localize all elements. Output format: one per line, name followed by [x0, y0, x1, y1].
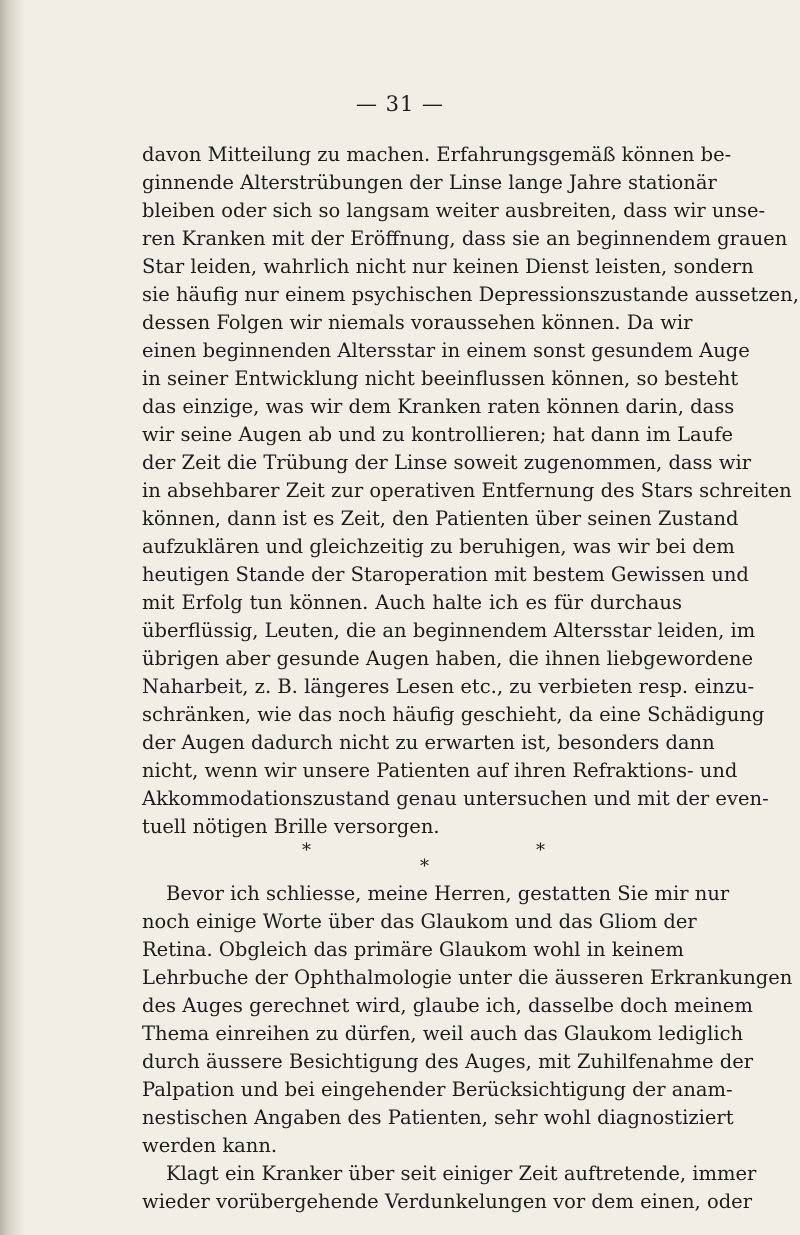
text-line: mit Erfolg tun können. Auch halte ich es für durchaus — [142, 591, 682, 614]
text-line: der Augen dadurch nicht zu erwarten ist, besonders dann — [142, 731, 715, 754]
text-line: bleiben oder sich so langsam weiter ausbreiten, dass wir unse- — [142, 199, 766, 222]
page-binding-shadow — [0, 0, 24, 1235]
text-line: Thema einreihen zu dürfen, weil auch das Glaukom lediglich — [142, 1022, 744, 1045]
text-line: einen beginnenden Altersstar in einem sonst gesundem Auge — [142, 339, 750, 362]
text-line: heutigen Stande der Staroperation mit bestem Gewissen und — [142, 563, 749, 586]
separator-star: * — [420, 856, 429, 877]
text-line: dessen Folgen wir niemals voraussehen können. Da wir — [142, 311, 693, 334]
text-line: das einzige, was wir dem Kranken raten können darin, dass — [142, 395, 735, 418]
text-line: aufzuklären und gleichzeitig zu beruhigen, was wir bei dem — [142, 535, 735, 558]
text-line: werden kann. — [142, 1134, 278, 1157]
text-line: tuell nötigen Brille versorgen. — [142, 815, 440, 838]
text-line: Naharbeit, z. B. längeres Lesen etc., zu verbieten resp. einzu- — [142, 675, 755, 698]
text-line: übrigen aber gesunde Augen haben, die ihnen liebgewordene — [142, 647, 754, 670]
text-line: durch äussere Besichtigung des Auges, mit Zuhilfenahme der — [142, 1050, 754, 1073]
separator-star: * — [536, 840, 545, 861]
text-line: davon Mitteilung zu machen. Erfahrungsgemäß können be- — [142, 143, 732, 166]
text-line: des Auges gerechnet wird, glaube ich, dasselbe doch meinem — [142, 994, 753, 1017]
text-line: Akkommodationszustand genau untersuchen und mit der even- — [142, 787, 769, 810]
text-line: Klagt ein Kranker über seit einiger Zeit auftretende, immer — [166, 1162, 757, 1185]
text-line: überflüssig, Leuten, die an beginnendem Altersstar leiden, im — [142, 619, 756, 642]
text-line: Bevor ich schliesse, meine Herren, gestatten Sie mir nur — [166, 882, 730, 905]
text-line: Lehrbuche der Ophthalmologie unter die äusseren Erkrankungen — [142, 966, 793, 989]
text-line: in seiner Entwicklung nicht beeinflussen können, so besteht — [142, 367, 739, 390]
text-line: der Zeit die Trübung der Linse soweit zugenommen, dass wir — [142, 451, 752, 474]
text-line: Retina. Obgleich das primäre Glaukom wohl in keinem — [142, 938, 684, 961]
text-line: wir seine Augen ab und zu kontrollieren; hat dann im Laufe — [142, 423, 733, 446]
text-line: schränken, wie das noch häufig geschieht, da eine Schädigung — [142, 703, 765, 726]
text-line: sie häufig nur einem psychischen Depressionszustande aussetzen, — [142, 283, 799, 306]
text-line: Star leiden, wahrlich nicht nur keinen Dienst leisten, sondern — [142, 255, 754, 278]
text-line: können, dann ist es Zeit, den Patienten über seinen Zustand — [142, 507, 739, 530]
section-separator — [0, 838, 800, 878]
text-line: nicht, wenn wir unsere Patienten auf ihren Refraktions- und — [142, 759, 738, 782]
separator-star: * — [302, 840, 311, 861]
text-line: ren Kranken mit der Eröffnung, dass sie an beginnendem grauen — [142, 227, 788, 250]
text-line: wieder vorübergehende Verdunkelungen vor dem einen, oder — [142, 1190, 753, 1213]
text-line: nestischen Angaben des Patienten, sehr wohl diagnostiziert — [142, 1106, 734, 1129]
page-number: — 31 — — [355, 92, 445, 116]
text-line: in absehbarer Zeit zur operativen Entfernung des Stars schreiten — [142, 479, 792, 502]
text-line: Palpation und bei eingehender Berücksichtigung der anam- — [142, 1078, 733, 1101]
text-line: noch einige Worte über das Glaukom und das Gliom der — [142, 910, 697, 933]
text-line: ginnende Alterstrübungen der Linse lange Jahre stationär — [142, 171, 717, 194]
